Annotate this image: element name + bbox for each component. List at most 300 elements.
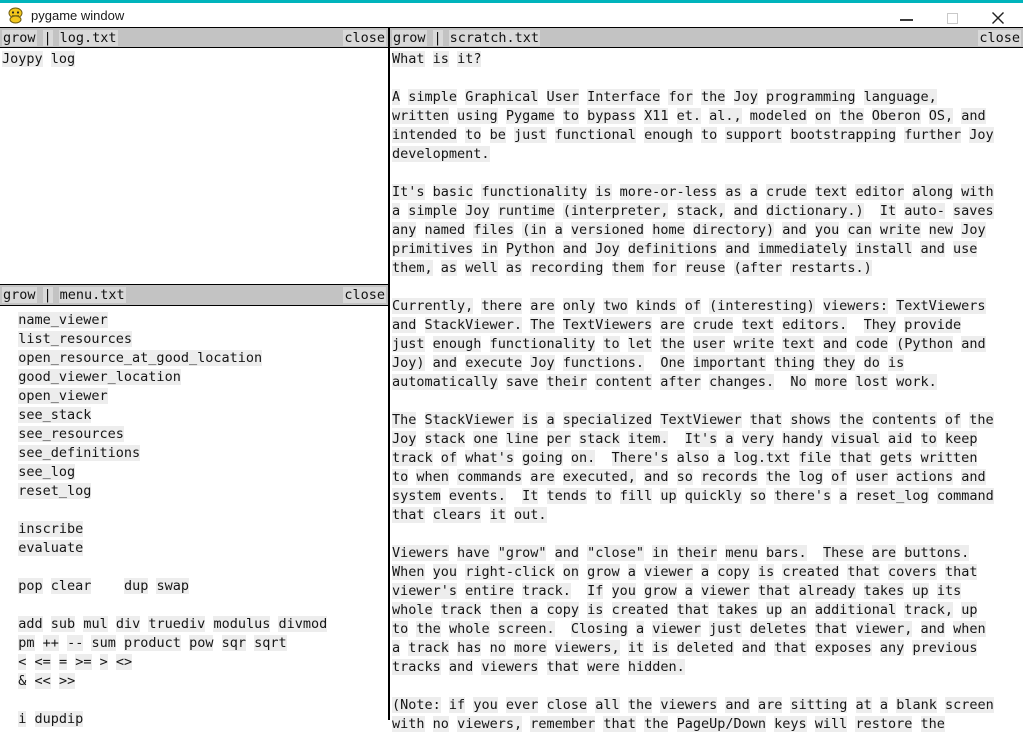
word: When (392, 564, 425, 580)
word: write (879, 222, 921, 238)
word: that (774, 640, 807, 656)
word: kinds (635, 298, 677, 314)
word: visual (831, 431, 880, 447)
word: definitions (627, 241, 718, 257)
word: is (757, 564, 775, 580)
word: Interface (587, 89, 661, 105)
word: with (961, 184, 994, 200)
word: no (489, 640, 506, 656)
word: stack (424, 431, 466, 447)
text-line (392, 259, 1023, 278)
word: and (644, 469, 669, 485)
word: in (652, 545, 669, 561)
word: files (473, 222, 514, 238)
text-line (392, 335, 1023, 354)
text-line (2, 501, 388, 520)
word: (after (733, 260, 783, 276)
close-viewer-button[interactable]: close (344, 29, 385, 46)
word: on. (570, 450, 596, 466)
word: that (676, 602, 710, 618)
word: "grow" (497, 545, 547, 561)
word: the (839, 108, 864, 124)
word: lost (855, 374, 888, 390)
word: save (505, 374, 539, 390)
word: in (481, 241, 498, 257)
viewer-title: menu.txt (59, 287, 125, 303)
word: grow (644, 583, 677, 599)
word: whole (392, 602, 433, 618)
word: A (392, 89, 401, 105)
word: and (725, 697, 750, 713)
text-line (2, 539, 388, 558)
word: al., (709, 108, 742, 124)
word: open_resource_at_good_location (18, 350, 263, 366)
word: User (546, 89, 580, 105)
word: viewers (481, 659, 539, 675)
text-line (392, 601, 1023, 620)
word: enough (644, 127, 693, 143)
word: simple (408, 203, 458, 219)
text-line (392, 88, 1023, 107)
word: and (725, 241, 750, 257)
text-line (392, 126, 1023, 145)
word: One (660, 355, 685, 371)
word: the (839, 412, 864, 428)
window-title: pygame window (31, 7, 125, 23)
word: tracks (392, 659, 441, 675)
word: (interesting) (709, 298, 815, 314)
word: a (879, 697, 889, 713)
text-line (392, 696, 1023, 715)
word: up (912, 583, 929, 599)
word: to (603, 336, 620, 352)
word: the (766, 469, 791, 485)
text-line (2, 463, 388, 482)
text-line (392, 183, 1023, 202)
word: deleted (676, 640, 734, 656)
close-viewer-button[interactable]: close (979, 29, 1020, 46)
word: the (416, 621, 441, 637)
word: takes (863, 583, 905, 599)
word: of (440, 450, 458, 466)
word: and (822, 336, 848, 352)
word: StackViewer. (424, 317, 523, 333)
text-line (392, 316, 1023, 335)
text-line (2, 634, 388, 653)
text-line (392, 297, 1023, 316)
word: ever (505, 697, 539, 713)
word: written (920, 450, 978, 466)
word: out. (513, 507, 547, 523)
word: stack (579, 431, 620, 447)
word: restore (855, 716, 913, 732)
word: work. (896, 374, 937, 390)
word: a (392, 203, 401, 219)
word: It (879, 203, 897, 219)
word: to (392, 469, 409, 485)
word: be (489, 127, 506, 143)
word: let (627, 336, 653, 352)
word: track, (904, 602, 954, 618)
word: so (749, 488, 767, 504)
scratch-text-area[interactable] (390, 48, 1023, 734)
word: and (392, 317, 417, 333)
word: Joy (465, 203, 490, 219)
word: contents (871, 412, 937, 428)
word: automatically (392, 374, 498, 390)
word: are (660, 317, 685, 333)
word: an (790, 602, 807, 618)
text-line (392, 240, 1023, 259)
word: and (782, 222, 807, 238)
word: sqrt (254, 635, 287, 651)
word: all (595, 697, 620, 713)
word: that (757, 583, 791, 599)
word: when (416, 469, 449, 485)
word: the (969, 412, 994, 428)
text-line (2, 50, 388, 69)
word: see_log (18, 464, 76, 480)
word: further (904, 127, 962, 143)
word: one (473, 431, 498, 447)
word: reuse (684, 260, 726, 276)
scratch-menubar (390, 28, 1023, 48)
word: <> (115, 654, 133, 670)
word: a (839, 488, 848, 504)
word: bars. (766, 545, 807, 561)
word: up (961, 602, 978, 618)
text-line (2, 311, 388, 330)
word: then (489, 602, 523, 618)
word: TextViewers (896, 298, 986, 314)
word: any (392, 222, 417, 238)
word: What (392, 51, 425, 67)
word: It's (684, 431, 718, 447)
text-line (392, 278, 1023, 297)
word: Oberon (871, 108, 921, 124)
word: Python (505, 241, 555, 257)
menu-text-area[interactable] (0, 306, 388, 729)
word: has (457, 640, 482, 656)
text-line (392, 392, 1023, 411)
word: and (562, 241, 588, 257)
menubar-separator: | (43, 29, 52, 46)
word: created (782, 564, 840, 580)
word: TextViewer (660, 412, 742, 428)
word: up (660, 488, 677, 504)
word: clears (432, 507, 482, 523)
word: that (839, 450, 872, 466)
word: are (530, 469, 555, 485)
text-line (392, 620, 1023, 639)
word: grow (587, 564, 620, 580)
word: evaluate (18, 540, 84, 556)
word: a (749, 184, 758, 200)
word: ++ (42, 635, 59, 651)
word: product (124, 635, 181, 651)
word: were (587, 659, 620, 675)
word: are (757, 697, 783, 713)
word: there (481, 298, 523, 314)
text-line (392, 487, 1023, 506)
word: track (408, 640, 449, 656)
word: -- (67, 635, 84, 651)
word: menu (725, 545, 758, 561)
text-line (2, 330, 388, 349)
word: going (522, 450, 563, 466)
word: pm (18, 635, 35, 651)
word: Joy (733, 89, 758, 105)
word: << (34, 673, 51, 689)
word: name_viewer (18, 312, 108, 328)
word: no (432, 716, 449, 732)
word: They (863, 317, 897, 333)
word: crude (692, 317, 734, 333)
word: support (725, 127, 783, 143)
text-line (2, 444, 388, 463)
word: written (392, 108, 449, 124)
word: is (887, 355, 905, 371)
text-line (2, 482, 388, 501)
word: intended (392, 127, 458, 143)
text-line (2, 520, 388, 539)
word: two (603, 298, 628, 314)
word: copy (717, 564, 750, 580)
word: It's (392, 184, 425, 200)
word: quickly (684, 488, 742, 504)
word: saves (953, 203, 994, 219)
word: dictionary.) (766, 203, 864, 219)
word: you (814, 222, 840, 238)
word: enough (432, 336, 482, 352)
word: hidden. (627, 659, 685, 675)
word: The (530, 317, 555, 333)
word: to (595, 488, 612, 504)
text-line (392, 715, 1023, 734)
grow-button[interactable]: grow (3, 29, 36, 46)
grow-button[interactable]: grow (3, 287, 36, 303)
word: and (733, 203, 758, 219)
word: (interpreter, (562, 203, 669, 219)
word: sub (50, 616, 76, 632)
word: track (440, 602, 482, 618)
word: div (115, 616, 141, 632)
word: they (822, 355, 856, 371)
word: them (611, 260, 645, 276)
text-line (2, 368, 388, 387)
word: commands (457, 469, 523, 485)
text-line (392, 164, 1023, 183)
word: is (432, 51, 449, 67)
word: file (798, 450, 832, 466)
word: also (676, 450, 710, 466)
word: to (920, 431, 937, 447)
word: a (684, 583, 693, 599)
word: deletes (749, 621, 807, 637)
word: if (448, 697, 466, 713)
word: divmod (278, 616, 328, 632)
word: bypass (587, 108, 636, 124)
word: to (465, 127, 482, 143)
left-track (0, 28, 388, 727)
word: a (725, 431, 734, 447)
word: reset_log (18, 483, 92, 499)
word: have (457, 545, 490, 561)
word: bootstrapping (790, 127, 897, 143)
word: content (595, 374, 653, 390)
word: screen (944, 697, 994, 713)
word: Joy (969, 127, 994, 143)
close-button[interactable] (975, 6, 1021, 30)
word: the (920, 716, 945, 732)
menu-menubar (0, 284, 388, 306)
text-line (392, 69, 1023, 88)
text-line (392, 658, 1023, 677)
minimize-button[interactable] (883, 6, 929, 30)
text-line (2, 596, 388, 615)
word: and (554, 545, 580, 561)
word: functionality (481, 184, 588, 200)
word: editors. (782, 317, 848, 333)
word: clear (50, 578, 92, 594)
word: of (684, 298, 701, 314)
word: Joypy (2, 51, 43, 67)
text-line (392, 373, 1023, 392)
word: named (424, 222, 466, 238)
word: >> (58, 673, 76, 689)
word: a (701, 564, 710, 580)
text-line (392, 145, 1023, 164)
word: it (489, 507, 506, 523)
word: the (660, 336, 685, 352)
title-bar[interactable] (0, 0, 1023, 27)
word: their (546, 374, 588, 390)
word: text (814, 184, 848, 200)
word: and (961, 336, 986, 352)
word: very (741, 431, 775, 447)
word: are (871, 545, 897, 561)
word: crude (766, 184, 807, 200)
word: a (554, 222, 563, 238)
word: viewers (660, 697, 718, 713)
text-line (392, 544, 1023, 563)
word: just (513, 127, 547, 143)
text-line (392, 430, 1023, 449)
word: functional (554, 127, 636, 143)
word: keys (774, 716, 807, 732)
word: The (392, 412, 417, 428)
word: viewers: (822, 298, 888, 314)
word: inscribe (18, 521, 84, 537)
text-line (392, 221, 1023, 240)
word: > (99, 654, 108, 670)
word: that (392, 507, 425, 523)
word: you (611, 583, 636, 599)
right-track (390, 28, 1023, 732)
word: when (953, 621, 986, 637)
text-line (2, 710, 388, 729)
word: that (944, 564, 978, 580)
word: text (741, 317, 775, 333)
word: basic (432, 184, 474, 200)
word: remember (530, 716, 596, 732)
word: exposes (814, 640, 872, 656)
word: blank (896, 697, 937, 713)
word: command (936, 488, 994, 504)
text-line (392, 468, 1023, 487)
word: and (920, 241, 945, 257)
word: the (644, 716, 669, 732)
word: fill (619, 488, 653, 504)
word: after (660, 374, 701, 390)
word: Joy (392, 431, 417, 447)
word: viewers, (457, 716, 523, 732)
word: These (822, 545, 864, 561)
grow-button[interactable]: grow (393, 29, 426, 46)
word: will (814, 716, 848, 732)
word: = (58, 654, 68, 670)
word: viewer (701, 583, 750, 599)
word: use (953, 241, 978, 257)
word: a (627, 564, 636, 580)
close-viewer-button[interactable]: close (344, 287, 385, 303)
word: (in (522, 222, 547, 238)
word: as (505, 260, 523, 276)
scratch-viewer (390, 28, 1023, 732)
word: to (562, 108, 580, 124)
word: any (879, 640, 905, 656)
word: are (530, 298, 555, 314)
word: see_resources (18, 426, 124, 442)
word: events. (448, 488, 506, 504)
word: viewer (644, 564, 693, 580)
word: primitives (392, 241, 474, 257)
word: at (855, 697, 872, 713)
text-line (2, 406, 388, 425)
word: on (562, 564, 579, 580)
word: It (522, 488, 539, 504)
word: X11 (644, 108, 669, 124)
log-text-area[interactable] (0, 48, 388, 284)
word: viewer (652, 621, 701, 637)
word: right-click (465, 564, 555, 580)
word: records (701, 469, 758, 485)
word: only (562, 298, 596, 314)
word: recording (530, 260, 604, 276)
word: its (936, 583, 962, 599)
viewer-title: scratch.txt (449, 29, 540, 46)
log-menubar (0, 28, 388, 48)
word: user (855, 469, 889, 485)
text-line (2, 577, 388, 596)
word: pow (189, 635, 214, 651)
word: item. (627, 431, 669, 447)
word: do (863, 355, 880, 371)
word: it? (457, 51, 482, 67)
word: system (392, 488, 441, 504)
window-controls (883, 6, 1021, 30)
word: additional (814, 602, 897, 618)
word: already (798, 583, 856, 599)
word: and (961, 469, 986, 485)
maximize-button[interactable] (929, 6, 975, 30)
word: programming (766, 89, 856, 105)
text-line (2, 691, 388, 710)
text-line (392, 639, 1023, 658)
word: Currently, (392, 298, 474, 314)
text-line (2, 672, 388, 691)
word: modeled (749, 108, 807, 124)
